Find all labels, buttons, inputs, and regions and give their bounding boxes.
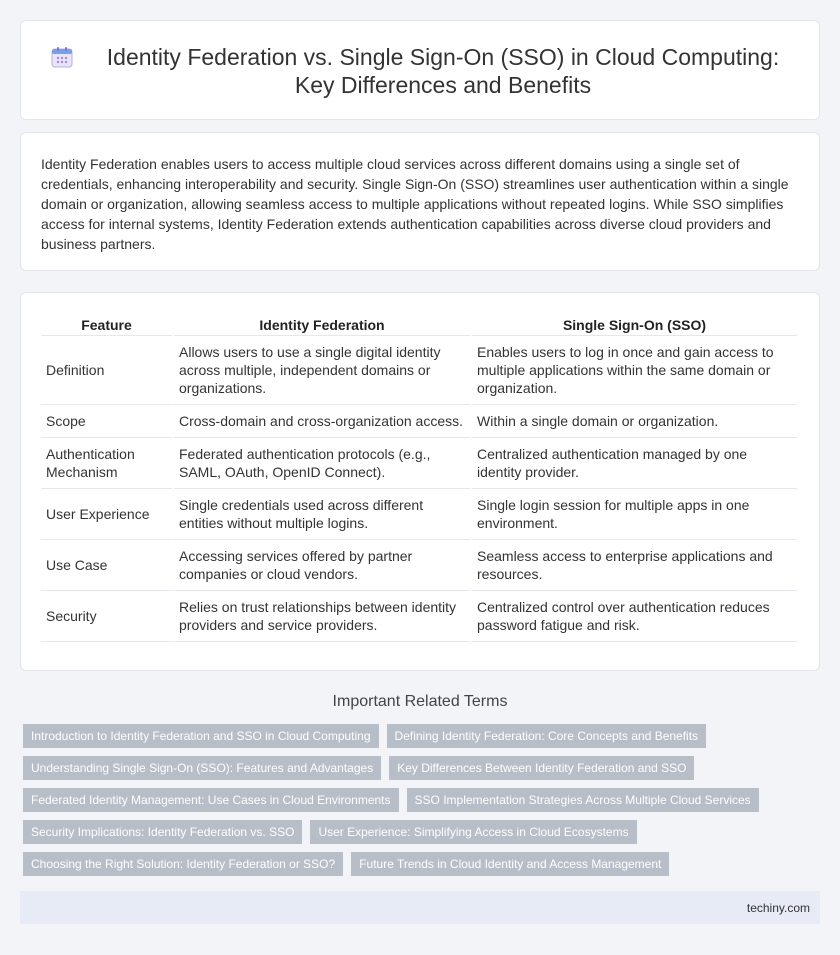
related-terms-list <box>23 724 823 876</box>
row-federation: Relies on trust relationships between identity providers and service providers. <box>174 591 470 642</box>
row-federation: Allows users to use a single digital identity across multiple, independent domains or organizations. <box>174 336 470 405</box>
row-feature: Security <box>41 591 172 642</box>
comparison-table <box>39 313 799 642</box>
related-term-tag[interactable]: Federated Identity Management: Use Cases in Cloud Environments <box>23 788 399 812</box>
table-row <box>41 540 797 591</box>
related-term-tag[interactable]: Understanding Single Sign-On (SSO): Features and Advantages <box>23 756 381 780</box>
row-feature: Scope <box>41 405 172 438</box>
intro-card <box>20 132 820 271</box>
row-sso: Seamless access to enterprise applications and resources. <box>472 540 797 591</box>
related-term-tag[interactable]: Defining Identity Federation: Core Concepts and Benefits <box>387 724 707 748</box>
row-sso: Centralized authentication managed by one identity provider. <box>472 438 797 489</box>
header-feature: Feature <box>41 313 172 336</box>
calendar-icon <box>51 46 73 68</box>
related-term-tag[interactable]: SSO Implementation Strategies Across Multiple Cloud Services <box>407 788 759 812</box>
table-row <box>41 405 797 438</box>
intro-paragraph: Identity Federation enables users to access multiple cloud services across different domains using a single set of credentials, enhancing interoperability and security. Single Sign-On (SSO) streamlines user authentication within a single domain or organization, allowing seamless access to multiple applications without repeated logins. While SSO simplifies access for internal systems, Identity Federation extends authentication capabilities across diverse cloud providers and business partners. <box>41 156 789 252</box>
related-term-tag[interactable]: User Experience: Simplifying Access in Cloud Ecosystems <box>310 820 636 844</box>
row-sso: Within a single domain or organization. <box>472 405 797 438</box>
related-term-tag[interactable]: Introduction to Identity Federation and SSO in Cloud Computing <box>23 724 379 748</box>
row-federation: Cross-domain and cross-organization access. <box>174 405 470 438</box>
footer-site[interactable]: techiny.com <box>746 901 810 915</box>
header-sso: Single Sign-On (SSO) <box>472 313 797 336</box>
related-term-tag[interactable]: Future Trends in Cloud Identity and Access Management <box>351 852 669 876</box>
row-federation: Single credentials used across different entities without multiple logins. <box>174 489 470 540</box>
comparison-table-card <box>20 292 820 671</box>
related-term-tag[interactable]: Key Differences Between Identity Federation and SSO <box>389 756 694 780</box>
row-federation: Accessing services offered by partner companies or cloud vendors. <box>174 540 470 591</box>
row-sso: Single login session for multiple apps in one environment. <box>472 489 797 540</box>
page-title: Identity Federation vs. Single Sign-On (SSO) in Cloud Computing: Key Differences and Benefits <box>106 44 780 98</box>
row-federation: Federated authentication protocols (e.g., SAML, OAuth, OpenID Connect). <box>174 438 470 489</box>
row-sso: Centralized control over authentication reduces password fatigue and risk. <box>472 591 797 642</box>
title-card <box>20 20 820 120</box>
related-terms-heading: Important Related Terms <box>332 693 508 710</box>
table-row <box>41 438 797 489</box>
related-term-tag[interactable]: Security Implications: Identity Federation vs. SSO <box>23 820 302 844</box>
table-header-row <box>41 313 797 336</box>
row-feature: Authentication Mechanism <box>41 438 172 489</box>
row-feature: User Experience <box>41 489 172 540</box>
header-identity-federation: Identity Federation <box>174 313 470 336</box>
row-feature: Use Case <box>41 540 172 591</box>
footer <box>20 891 820 924</box>
related-term-tag[interactable]: Choosing the Right Solution: Identity Federation or SSO? <box>23 852 343 876</box>
row-sso: Enables users to log in once and gain access to multiple applications within the same domain or organization. <box>472 336 797 405</box>
row-feature: Definition <box>41 336 172 405</box>
table-row <box>41 336 797 405</box>
table-row <box>41 489 797 540</box>
table-row <box>41 591 797 642</box>
